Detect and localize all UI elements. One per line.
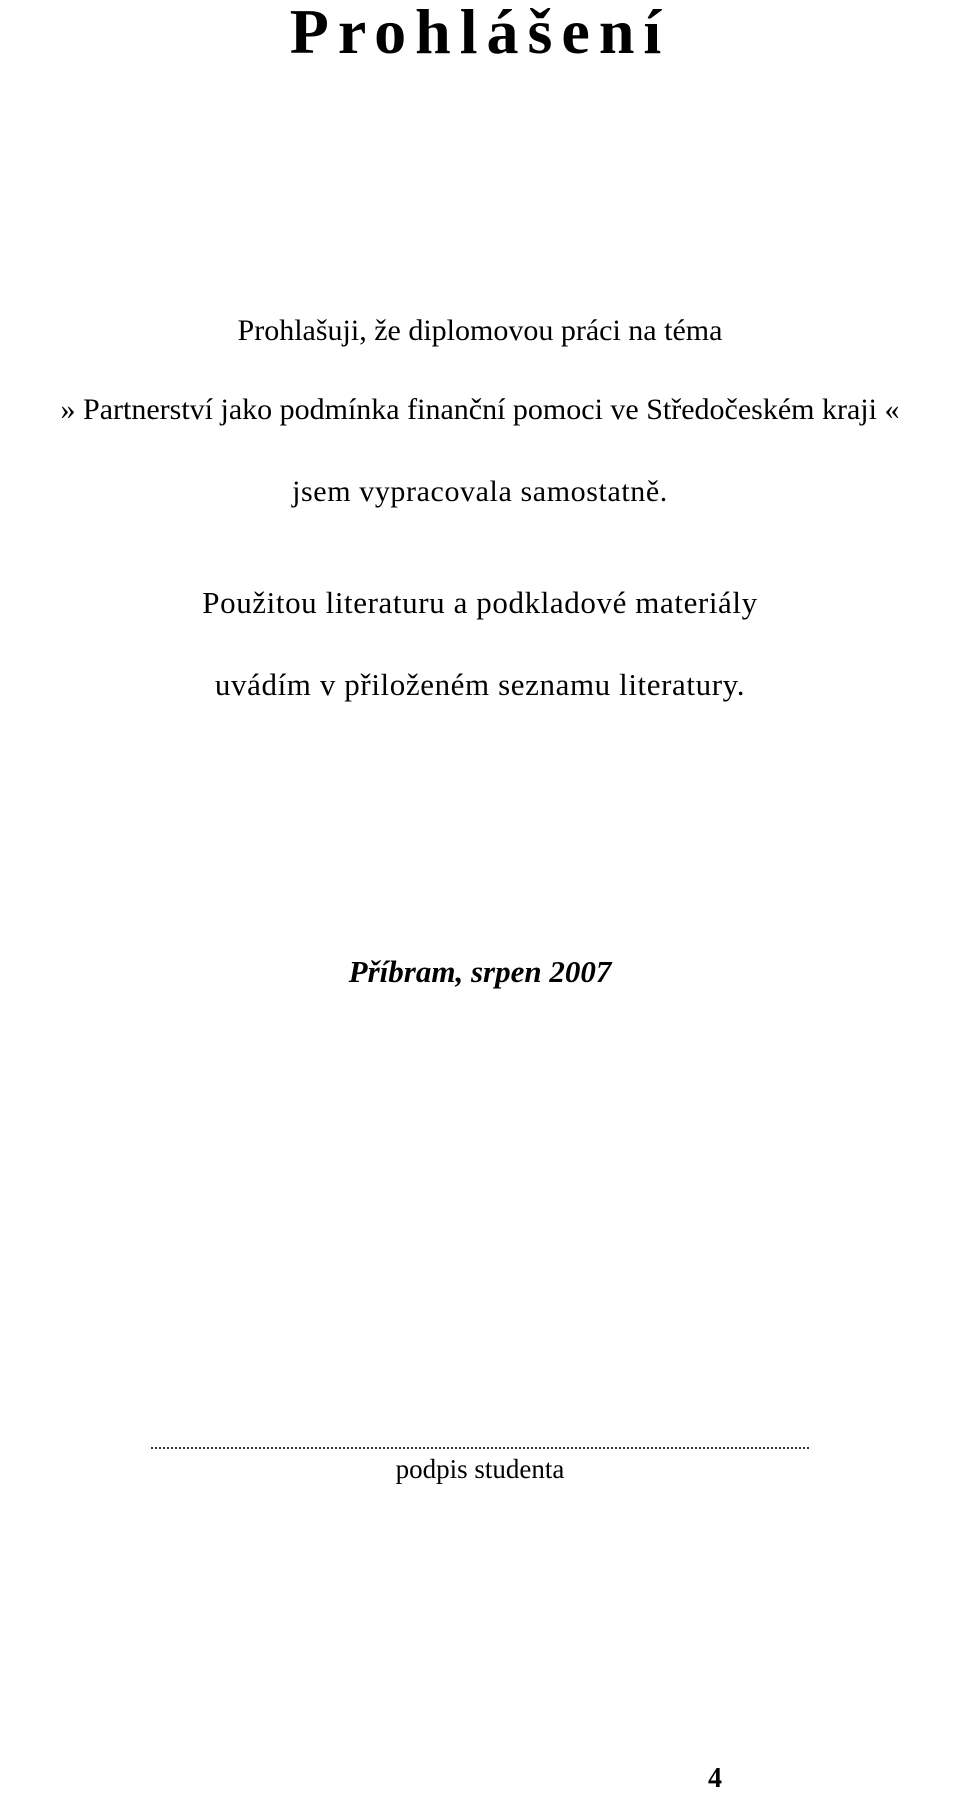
place-and-date: Příbram, srpen 2007 <box>348 954 612 989</box>
thesis-topic-line: » Partnerství jako podmínka finanční pomoci ve Středočeském kraji « <box>60 393 900 426</box>
signature-dotted-line <box>151 1447 809 1449</box>
declaration-line-1: Prohlašuji, že diplomovou práci na téma <box>237 314 723 347</box>
literature-line-1: Použitou literaturu a podkladové materiály <box>202 585 758 620</box>
page-title: Prohlášení <box>289 0 671 67</box>
literature-line-2: uvádím v přiloženém seznamu literatury. <box>214 667 746 702</box>
declaration-line-3: jsem vypracovala samostatně. <box>292 475 668 508</box>
page-number: 4 <box>708 1763 722 1794</box>
signature-label: podpis studenta <box>395 1454 565 1484</box>
